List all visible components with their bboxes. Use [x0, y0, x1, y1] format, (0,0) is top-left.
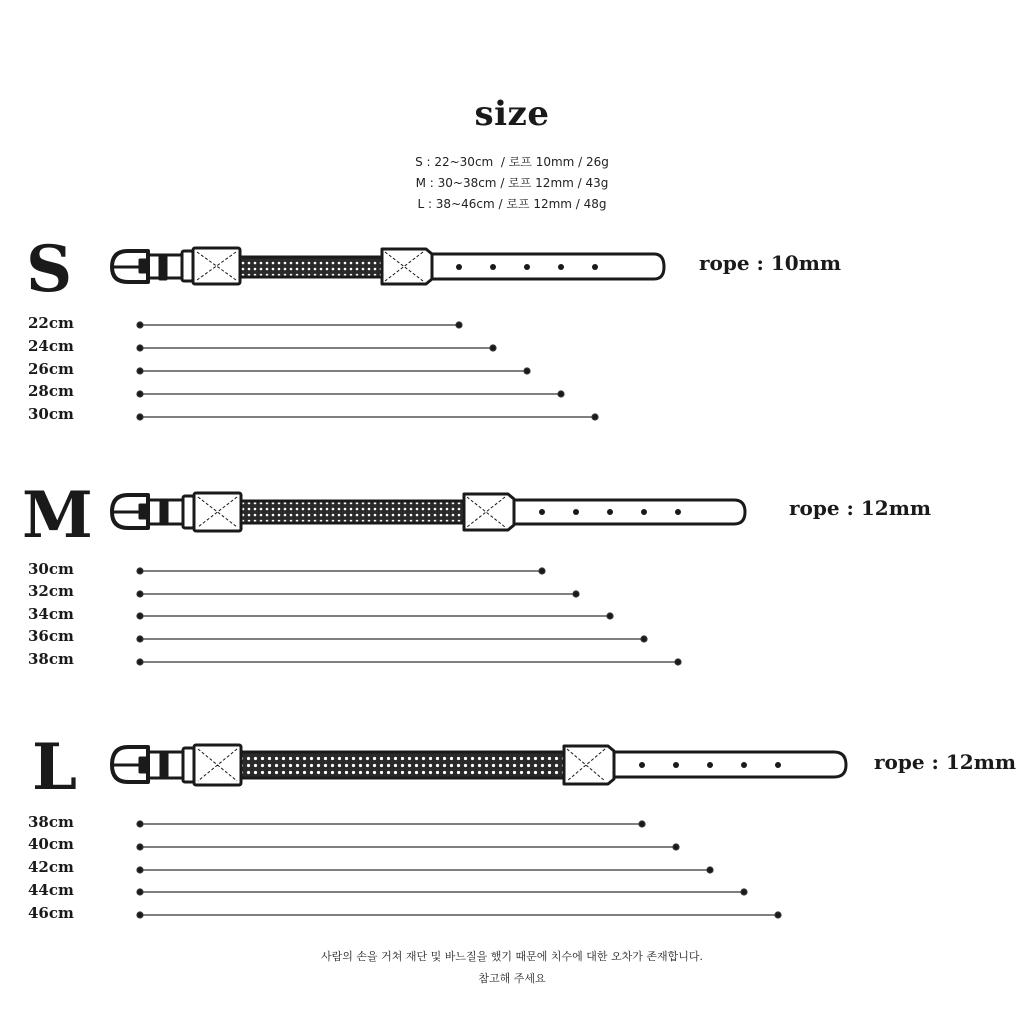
rope-segment: [240, 752, 568, 778]
rope-segment: [240, 257, 386, 277]
size-letter-l: L: [32, 730, 77, 805]
rope-label-l: rope : 12mm: [874, 750, 1017, 774]
measure-line-m-30: [137, 568, 545, 574]
length-label-s-28: 28cm: [28, 382, 74, 400]
collar-illustration-m: [0, 482, 1024, 542]
spec-list: [0, 152, 1024, 215]
rope-segment: [240, 501, 468, 523]
measure-line-l-44: [137, 889, 747, 895]
measure-line-l-42: [137, 867, 713, 873]
length-label-m-36: 36cm: [28, 627, 74, 645]
footer-note-2: 참고해 주세요: [478, 972, 546, 985]
measure-line-s-26: [137, 368, 530, 374]
leather-cap: [193, 248, 240, 284]
leather-end-cap: [464, 494, 514, 530]
length-label-m-30: 30cm: [28, 560, 74, 578]
size-letter-m: M: [22, 478, 93, 553]
measure-line-s-24: [137, 345, 496, 351]
rope-label-m: rope : 12mm: [789, 496, 932, 520]
length-label-l-42: 42cm: [28, 858, 74, 876]
leather-cap: [194, 493, 241, 531]
page-title: size: [474, 94, 550, 134]
measure-line-m-34: [137, 613, 613, 619]
measure-line-s-28: [137, 391, 564, 397]
collar-illustration-s: [0, 236, 1024, 296]
measure-line-l-46: [137, 912, 781, 918]
keeper-loop: [183, 748, 194, 782]
spec-line-l: L : 38~46cm / 로프 12mm / 48g: [417, 197, 607, 211]
spec-line-s: S : 22~30cm / 로프 10mm / 26g: [415, 155, 609, 169]
length-label-m-32: 32cm: [28, 582, 74, 600]
length-label-m-38: 38cm: [28, 650, 74, 668]
collar-illustration-l: [0, 734, 1024, 794]
footer-note: 사람의 손을 거쳐 재단 및 바느질을 했기 때문에 치수에 대한 오차가 존재합니다.: [321, 950, 703, 963]
length-label-l-40: 40cm: [28, 835, 74, 853]
measure-line-m-32: [137, 591, 579, 597]
measure-line-l-40: [137, 844, 679, 850]
length-label-s-22: 22cm: [28, 314, 74, 332]
length-label-s-24: 24cm: [28, 337, 74, 355]
rope-label-s: rope : 10mm: [699, 251, 842, 275]
length-label-m-34: 34cm: [28, 605, 74, 623]
keeper-loop: [182, 251, 193, 281]
leather-end-cap: [382, 249, 432, 284]
measure-line-m-36: [137, 636, 647, 642]
size-letter-s: S: [26, 232, 73, 307]
length-label-l-46: 46cm: [28, 904, 74, 922]
length-label-l-44: 44cm: [28, 881, 74, 899]
measure-line-m-38: [137, 659, 681, 665]
length-label-l-38: 38cm: [28, 813, 74, 831]
leather-end-cap: [564, 746, 614, 784]
measure-line-s-30: [137, 414, 598, 420]
spec-line-m: M : 30~38cm / 로프 12mm / 43g: [415, 176, 609, 190]
measure-line-l-38: [137, 821, 645, 827]
measure-line-s-22: [137, 322, 462, 328]
keeper-loop: [183, 496, 194, 528]
length-label-s-26: 26cm: [28, 360, 74, 378]
length-label-s-30: 30cm: [28, 405, 74, 423]
